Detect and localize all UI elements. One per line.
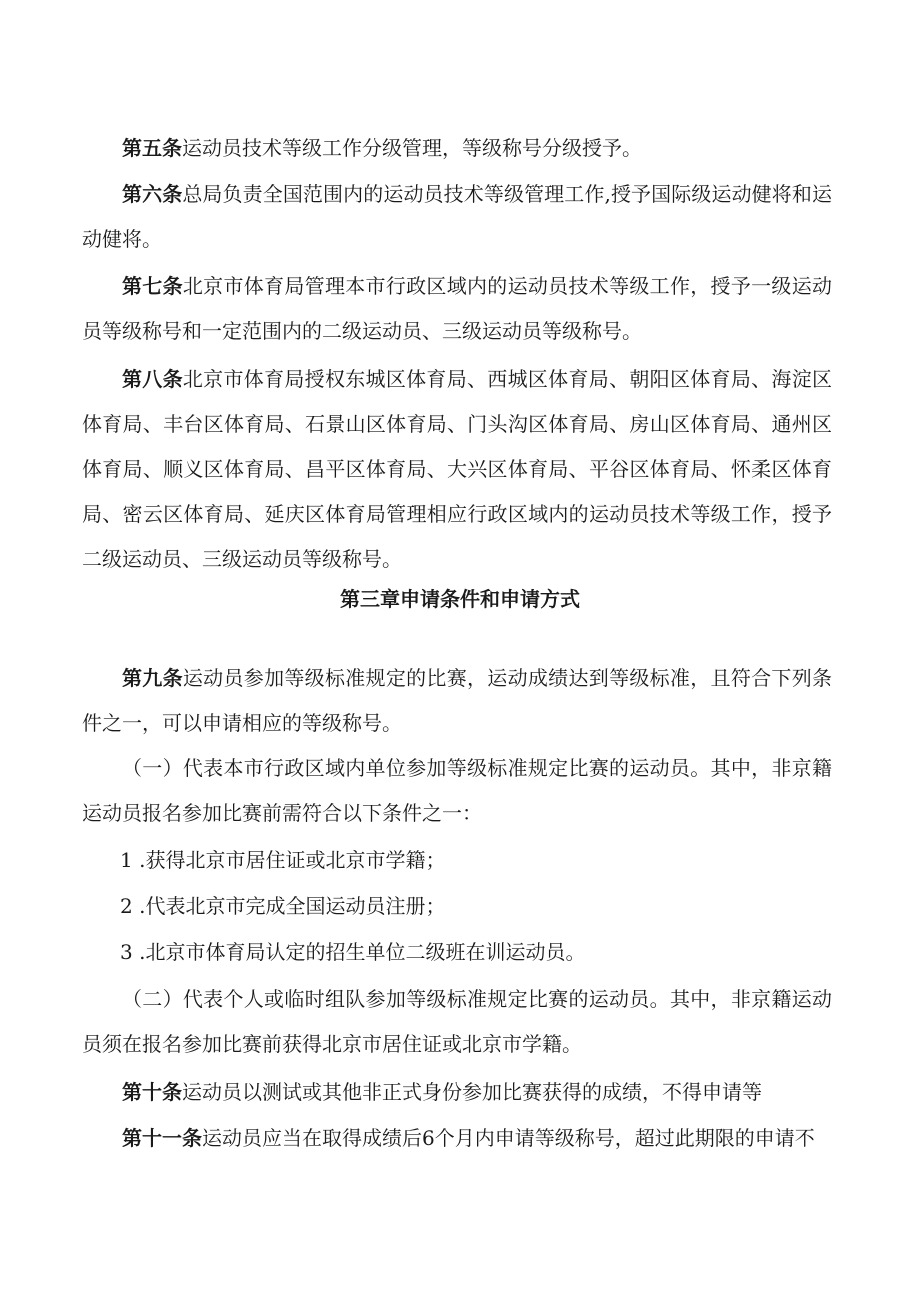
article-text: 运动员参加等级标准规定的比赛，运动成绩达到等级标准，且符合下列条件之一，可以申请相应的等级称号。 [82,666,833,735]
article-11 [82,1116,832,1161]
article-text: 运动员技术等级工作分级管理，等级称号分级授予。 [182,136,642,160]
list-item-1: 1 .获得北京市居住证或北京市学籍； [120,848,446,872]
article-label: 第五条 [122,136,182,160]
article-5 [82,126,832,171]
article-6 [82,172,832,262]
article-label: 第八条 [122,367,183,391]
article-label: 第六条 [122,182,183,206]
clause-1: （一）代表本市行政区域内单位参加等级标准规定比赛的运动员。其中，非京籍运动员报名参加比赛前需符合以下条件之一： [82,756,832,825]
article-text: 北京市体育局管理本市行政区域内的运动员技术等级工作，授予一级运动员等级称号和一定范围内的二级运动员、三级运动员等级称号。 [82,274,833,343]
article-10 [82,1070,832,1115]
article-label: 第十一条 [122,1126,202,1150]
clause-2: （二）代表个人或临时组队参加等级标准规定比赛的运动员。其中，非京籍运动员须在报名参加比赛前获得北京市居住证或北京市学籍。 [82,987,832,1056]
article-text: 总局负责全国范围内的运动员技术等级管理工作,授予国际级运动健将和运动健将。 [82,182,832,251]
article-8 [82,357,832,582]
chapter-title: 第三章申请条件和申请方式 [340,587,580,611]
article-9 [82,656,832,746]
article-label: 第十条 [122,1080,182,1104]
list-item-2: 2 .代表北京市完成全国运动员注册； [120,894,446,918]
article-text: 北京市体育局授权东城区体育局、西城区体育局、朝阳区体育局、海淀区体育局、丰台区体育局、石景山区体育局、门头沟区体育局、房山区体育局、通州区体育局、顺义区体育局、昌平区体育局、大兴区体育局、平谷区体育局、怀柔区体育局、密云区体育局、延庆区体育局管理相应行政区域内的运动员技术等级工作，授予二级运动员、三级运动员等级称号。 [82,367,833,571]
article-label: 第九条 [122,666,183,690]
article-text: 运动员以测试或其他非正式身份参加比赛获得的成绩，不得申请等 [182,1080,762,1104]
article-text: 运动员应当在取得成绩后6个月内申请等级称号，超过此期限的申请不 [202,1126,815,1150]
list-item-3: 3 .北京市体育局认定的招生单位二级班在训运动员。 [120,940,586,964]
article-7 [82,264,832,354]
article-label: 第七条 [122,274,183,298]
